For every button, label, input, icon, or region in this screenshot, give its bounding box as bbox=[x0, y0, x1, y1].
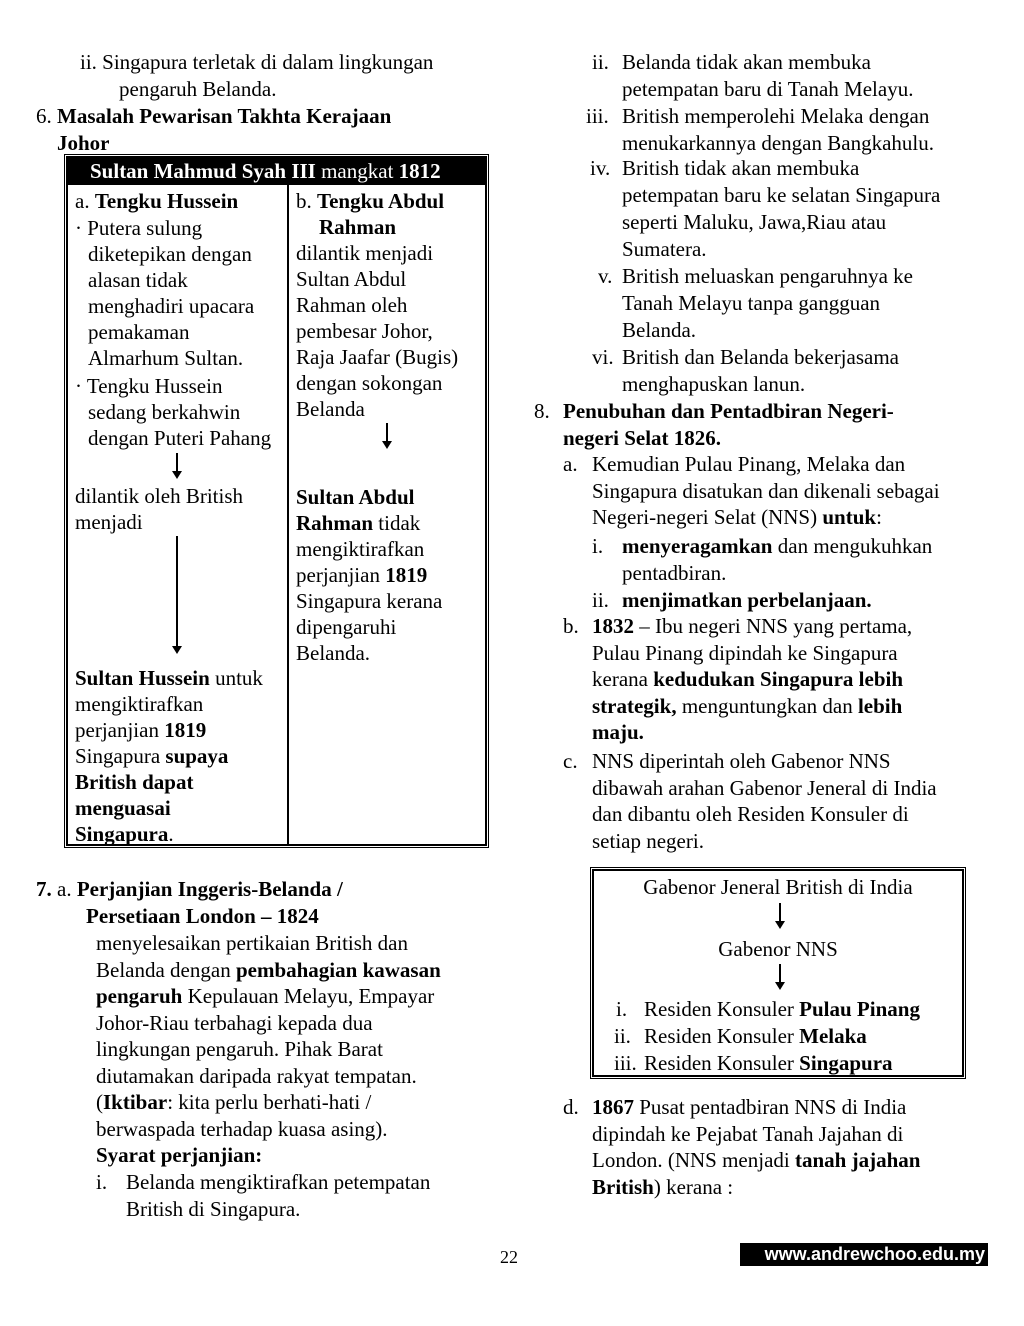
col-b-result: Sultan Abdul Rahman tidak mengiktirafkan perjanjian 1819 Singapura kerana dipengaruhi Belanda. bbox=[296, 485, 443, 665]
section-8-title-1: Penubuhan dan Pentadbiran Negeri- bbox=[563, 399, 894, 423]
table-divider bbox=[287, 185, 289, 844]
cond-v-line-2: Tanah Melayu tanpa gangguan bbox=[622, 291, 881, 315]
cond-v-line-3: Belanda. bbox=[622, 318, 697, 342]
succession-table bbox=[66, 156, 487, 846]
box-governor-nns: Gabenor NNS bbox=[718, 937, 838, 961]
item-a-i-line-2: pentadbiran. bbox=[622, 561, 727, 585]
section-8-title-2: negeri Selat 1826. bbox=[563, 426, 722, 450]
cond-iv-line-4: Sumatera. bbox=[622, 237, 707, 261]
cond-iv-line-3: seperti Maluku, Jawa,Riau atau bbox=[622, 210, 887, 234]
col-a-bullet-2: · Tengku Hussein sedang berkahwin dengan Puteri Pahang bbox=[75, 374, 272, 450]
table-header: Sultan Mahmud Syah III mangkat 1812 bbox=[68, 158, 485, 185]
cond-iv-number: iv. bbox=[590, 156, 611, 180]
item-a-i-number: i. bbox=[592, 534, 604, 558]
cond-iii-line-1: British memperolehi Melaka dengan bbox=[622, 104, 930, 128]
item-a-text: Kemudian Pulau Pinang, Melaka dan Singapura disatukan dan dikenali sebagai Negeri-negeri Selat (NNS) untuk: bbox=[592, 452, 940, 529]
col-a-title: a. Tengku Hussein bbox=[75, 189, 239, 213]
section-6-title-1: Masalah Pewarisan Takhta Kerajaan bbox=[57, 104, 392, 128]
col-a-result: Sultan Hussein untuk mengiktirafkan perjanjian 1819 Singapura supaya British dapat menguasai Singapura. bbox=[75, 666, 263, 846]
condition-i-number: i. bbox=[96, 1170, 108, 1194]
box-governor-general: Gabenor Jeneral British di India bbox=[643, 875, 913, 899]
section-6-title-2: Johor bbox=[57, 131, 110, 155]
box-resident-3: Residen Konsuler Singapura bbox=[644, 1051, 893, 1075]
item-c-text: NNS diperintah oleh Gabenor NNS dibawah arahan Gabenor Jeneral di India dan dibantu oleh Residen Konsuler di setiap negeri. bbox=[592, 749, 937, 853]
cond-v-line-1: British meluaskan pengaruhnya ke bbox=[622, 264, 914, 288]
section-7-heading: 7. a. Perjanjian Inggeris-Belanda / bbox=[36, 877, 343, 901]
col-b-title: b. Tengku Abdul Rahman bbox=[296, 189, 445, 239]
cond-iv-line-1: British tidak akan membuka bbox=[622, 156, 860, 180]
item-a-ii-number: ii. bbox=[592, 588, 609, 612]
box-resident-2: Residen Konsuler Melaka bbox=[644, 1024, 867, 1048]
nns-hierarchy-box bbox=[592, 869, 964, 1077]
item-b-letter: b. bbox=[563, 614, 579, 638]
section-6-number: 6. bbox=[36, 104, 52, 128]
condition-i-line-2: British di Singapura. bbox=[126, 1197, 301, 1221]
arrow-down-icon bbox=[779, 903, 781, 923]
section-7-body: menyelesaikan pertikaian British dan Belanda dengan pembahagian kawasan pengaruh Kepulauan Melayu, Empayar Johor-Riau terbahagi kepada dua lingkungan pengaruh. Pihak Barat diutamakan daripada rakyat tempatan. (Iktibar: kita perlu berhati-hati / berwaspada terhadap kuasa asing). Syarat perjanjian: bbox=[96, 931, 441, 1167]
cond-vi-line-2: menghapuskan lanun. bbox=[622, 372, 806, 396]
item-a-i-line-1: menyeragamkan dan mengukuhkan bbox=[622, 534, 933, 558]
section-8-number: 8. bbox=[534, 399, 550, 423]
item-a-letter: a. bbox=[563, 452, 578, 476]
arrow-down-icon bbox=[779, 964, 781, 984]
cond-iii-line-2: menukarkannya dengan Bangkahulu. bbox=[622, 131, 934, 155]
footer-url[interactable]: www.andrewchoo.edu.my bbox=[740, 1243, 988, 1266]
col-a-bullet-1: · Putera sulung diketepikan dengan alasan tidak menghadiri upacara pemakaman Almarhum Sultan. bbox=[75, 216, 255, 370]
item-d-text: 1867 Pusat pentadbiran NNS di India dipindah ke Pejabat Tanah Jajahan di London. (NNS menjadi tanah jajahan British) kerana : bbox=[592, 1095, 921, 1199]
arrow-down-icon bbox=[176, 536, 178, 648]
page-number: 22 bbox=[500, 1247, 518, 1267]
cond-iv-line-2: petempatan baru ke selatan Singapura bbox=[622, 183, 941, 207]
condition-i-line-1: Belanda mengiktirafkan petempatan bbox=[126, 1170, 431, 1194]
box-resident-1: Residen Konsuler Pulau Pinang bbox=[644, 997, 920, 1021]
cond-iii-number: iii. bbox=[586, 104, 609, 128]
arrow-down-icon bbox=[386, 423, 388, 443]
box-resident-2-number: ii. bbox=[614, 1024, 631, 1048]
item-b-text: 1832 – Ibu negeri NNS yang pertama, Pulau Pinang dipindah ke Singapura kerana kedudukan Singapura lebih strategik, menguntungkan dan lebih maju. bbox=[592, 614, 913, 744]
cond-ii-line-2: petempatan baru di Tanah Melayu. bbox=[622, 77, 914, 101]
box-resident-1-number: i. bbox=[616, 997, 628, 1021]
intro-line-1: ii. Singapura terletak di dalam lingkungan bbox=[80, 50, 434, 74]
section-7-title-2: Persetiaan London – 1824 bbox=[86, 904, 319, 928]
intro-line-2: pengaruh Belanda. bbox=[119, 77, 277, 101]
col-b-appointed: dilantik menjadi Sultan Abdul Rahman oleh pembesar Johor, Raja Jaafar (Bugis) dengan sokongan Belanda bbox=[296, 241, 459, 421]
item-d-letter: d. bbox=[563, 1095, 579, 1119]
col-a-appointed: dilantik oleh British menjadi bbox=[75, 484, 243, 534]
cond-ii-number: ii. bbox=[592, 50, 609, 74]
item-a-ii-line: menjimatkan perbelanjaan. bbox=[622, 588, 872, 612]
item-c-letter: c. bbox=[563, 749, 578, 773]
cond-ii-line-1: Belanda tidak akan membuka bbox=[622, 50, 871, 74]
arrow-down-icon bbox=[176, 453, 178, 473]
cond-vi-line-1: British dan Belanda bekerjasama bbox=[622, 345, 899, 369]
box-resident-3-number: iii. bbox=[614, 1051, 637, 1075]
cond-v-number: v. bbox=[598, 264, 613, 288]
cond-vi-number: vi. bbox=[592, 345, 614, 369]
section-6-heading bbox=[36, 103, 391, 130]
